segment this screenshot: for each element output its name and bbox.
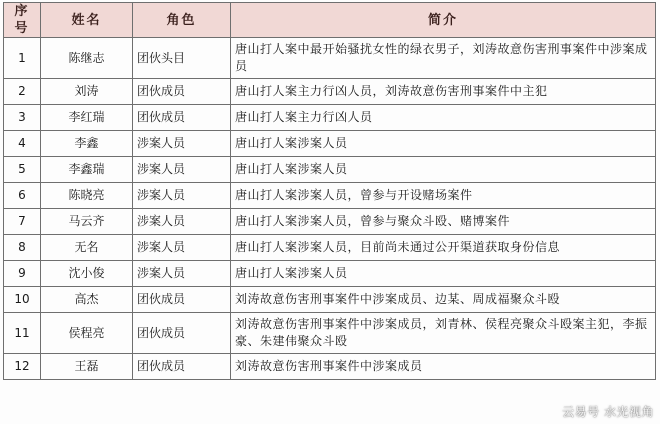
header-row [4,3,656,38]
table-row [4,287,656,313]
table-row [4,261,656,287]
cell-role: 团伙成员 [133,105,231,131]
cell-desc: 唐山打人案涉案人员，曾参与聚众斗殴、赌博案件 [231,209,656,235]
cell-role: 团伙成员 [133,287,231,313]
table-row [4,157,656,183]
table-row [4,209,656,235]
table-row [4,235,656,261]
cell-desc: 唐山打人案涉案人员，曾参与开设赌场案件 [231,183,656,209]
table-row [4,38,656,79]
member-table [3,2,656,380]
table-body [4,38,656,380]
cell-role: 涉案人员 [133,183,231,209]
cell-num: 11 [4,313,41,354]
cell-desc: 刘涛故意伤害刑事案件中涉案成员 [231,354,656,380]
cell-num: 8 [4,235,41,261]
cell-num: 10 [4,287,41,313]
cell-num: 1 [4,38,41,79]
cell-desc: 唐山打人案主力行凶人员，刘涛故意伤害刑事案件中主犯 [231,79,656,105]
cell-name: 陈继志 [41,38,133,79]
cell-role: 涉案人员 [133,157,231,183]
table-header [4,3,656,38]
cell-role: 团伙头目 [133,38,231,79]
cell-role: 涉案人员 [133,261,231,287]
header-num: 序号 [4,3,41,38]
cell-num: 9 [4,261,41,287]
header-role: 角色 [133,3,231,38]
table-row [4,354,656,380]
cell-desc: 唐山打人案涉案人员 [231,131,656,157]
cell-name: 侯程亮 [41,313,133,354]
table-row [4,183,656,209]
cell-desc: 唐山打人案中最开始骚扰女性的绿衣男子，刘涛故意伤害刑事案件中涉案成员 [231,38,656,79]
header-name: 姓名 [41,3,133,38]
table-row [4,313,656,354]
cell-role: 团伙成员 [133,354,231,380]
cell-role: 团伙成员 [133,313,231,354]
cell-num: 4 [4,131,41,157]
table-row [4,105,656,131]
cell-desc: 刘涛故意伤害刑事案件中涉案成员、边某、周成福聚众斗殴 [231,287,656,313]
cell-role: 团伙成员 [133,79,231,105]
cell-desc: 唐山打人案主力行凶人员 [231,105,656,131]
cell-desc: 唐山打人案涉案人员 [231,157,656,183]
cell-num: 3 [4,105,41,131]
watermark-text: 云易号 水光视角 [562,405,654,419]
cell-desc: 刘涛故意伤害刑事案件中涉案成员，刘青林、侯程亮聚众斗殴案主犯，李振豪、朱建伟聚众斗殴 [231,313,656,354]
cell-name: 马云齐 [41,209,133,235]
table-row [4,131,656,157]
cell-num: 2 [4,79,41,105]
cell-name: 李鑫 [41,131,133,157]
cell-name: 李红瑞 [41,105,133,131]
cell-name: 沈小俊 [41,261,133,287]
header-desc: 简介 [231,3,656,38]
cell-num: 7 [4,209,41,235]
table-row [4,79,656,105]
cell-num: 6 [4,183,41,209]
cell-role: 涉案人员 [133,131,231,157]
cell-role: 涉案人员 [133,209,231,235]
cell-desc: 唐山打人案涉案人员 [231,261,656,287]
cell-name: 陈晓亮 [41,183,133,209]
cell-desc: 唐山打人案涉案人员，目前尚未通过公开渠道获取身份信息 [231,235,656,261]
cell-role: 涉案人员 [133,235,231,261]
cell-num: 5 [4,157,41,183]
cell-name: 无名 [41,235,133,261]
cell-name: 刘涛 [41,79,133,105]
cell-name: 王磊 [41,354,133,380]
cell-name: 李鑫瑞 [41,157,133,183]
cell-name: 高杰 [41,287,133,313]
cell-num: 12 [4,354,41,380]
